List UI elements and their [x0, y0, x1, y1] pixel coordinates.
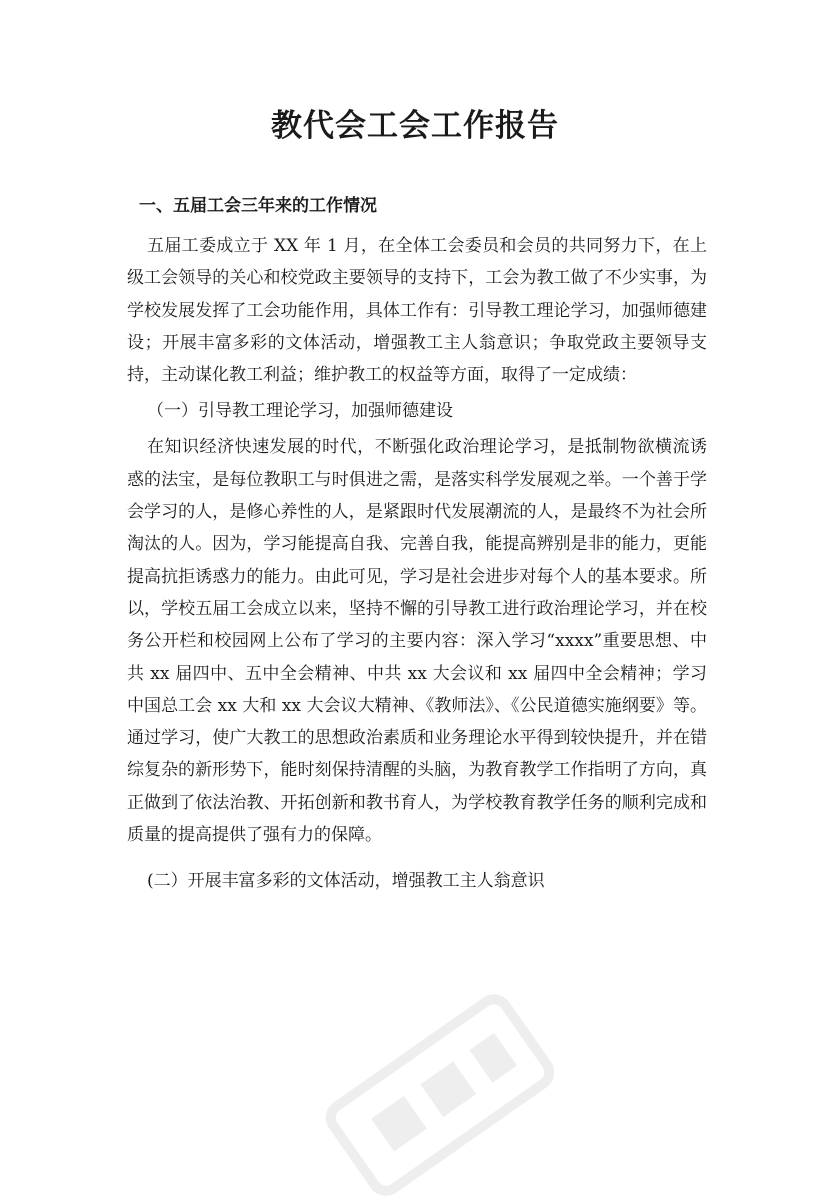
watermark-icon	[318, 987, 561, 1203]
subsection-heading-1: （一）引导教工理论学习，加强师德建设	[147, 401, 453, 422]
page-title: 教代会工会工作报告	[271, 108, 559, 144]
paragraph-intro: 五届工委成立于 XX 年 1 月，在全体工会委员和会员的共同努力下，在上级工会领导的关心和校党政主要领导的支持下，工会为教工做了不少实事，为学校发展发挥了工会功能作用，具体工作有：引导教工理论学习，加强师德建设；开展丰富多彩的文体活动，增强教工主人翁意识；争取党政主要领导支持，主动谋化教工利益；维护教工的权益等方面，取得了一定成绩：	[127, 236, 707, 386]
section-heading: 一、五届工会三年来的工作情况	[139, 196, 377, 216]
subsection-heading-2: (二）开展丰富多彩的文体活动，增强教工主人翁意识	[147, 871, 545, 892]
document-body	[127, 188, 707, 901]
paragraph-study: 在知识经济快速发展的时代，不断强化政治理论学习，是抵制物欲横流诱惑的法宝，是每位教职工与时俱进之需，是落实科学发展观之举。一个善于学会学习的人，是修心养性的人，是紧跟时代发展潮流的人，是最终不为社会所淘汰的人。因为，学习能提高自我、完善自我，能提高辨别是非的能力，更能提高抗拒诱惑力的能力。由此可见，学习是社会进步对每个人的基本要求。所以，学校五届工会成立以来，坚持不懈的引导教工进行政治理论学习，并在校务公开栏和校园网上公布了学习的主要内容：深入学习“xxxx”重要思想、中共 xx 届四中、五中全会精神、中共 xx 大会议和 xx 届四中全会精神；学习中国总工会 xx 大和 xx 大会议大精神、《教师法》、《公民道德实施纲要》等。通过学习，使广大教工的思想政治素质和业务理论水平得到较快提升，并在错综复杂的新形势下，能时刻保持清醒的头脑，为教育教学工作指明了方向，真正做到了依法治教、开拓创新和教书育人，为学校教育教学任务的顺利完成和质量的提高提供了强有力的保障。	[127, 437, 707, 846]
